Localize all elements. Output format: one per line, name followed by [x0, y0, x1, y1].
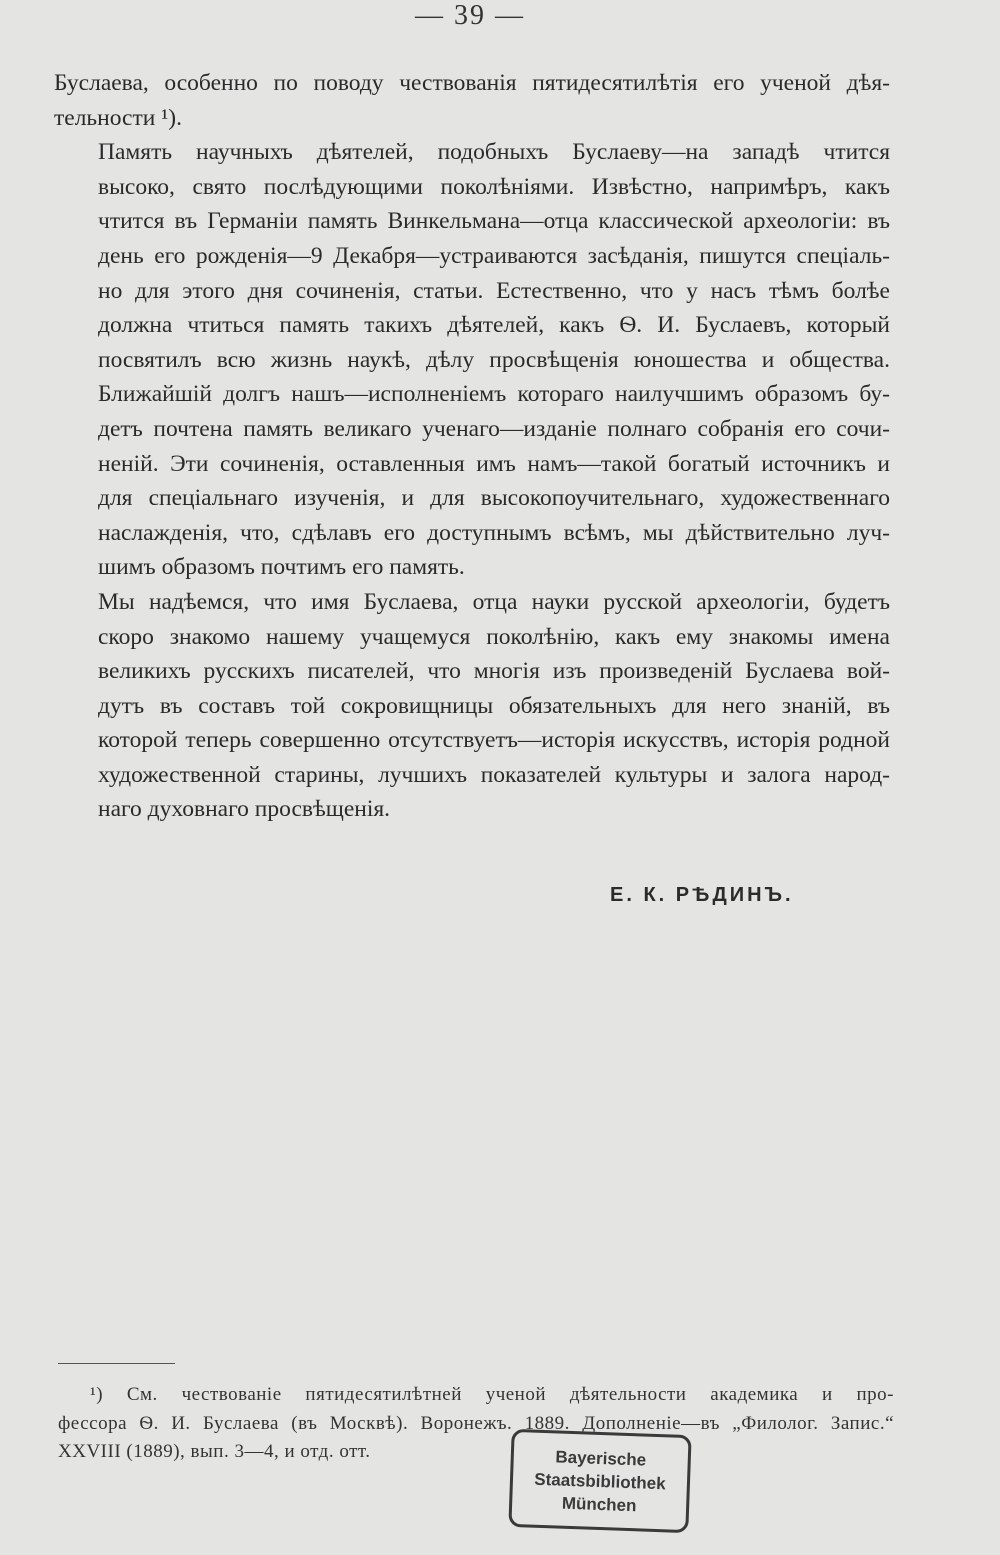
paragraph-2	[54, 135, 890, 585]
page-number: — 39 —	[415, 0, 525, 31]
text-line: великихъ русскихъ писателей, что многія изъ произведеній Буслаева вой-	[98, 658, 890, 685]
footnote	[58, 1381, 894, 1467]
library-stamp	[508, 1429, 691, 1533]
text-line: дутъ въ составъ той сокровищницы обязательныхъ для него знаній, въ	[98, 692, 890, 719]
text-line: наслажденія, что, сдѣлавъ его доступнымъ всѣмъ, мы дѣйствительно луч-	[98, 519, 890, 546]
footnote-line: XXVIII (1889), вып. 3—4, и отд. отт.	[58, 1441, 371, 1462]
text-line: Память научныхъ дѣятелей, подобныхъ Буслаеву—на западѣ чтится	[98, 139, 890, 166]
text-line: но для этого дня сочиненія, статьи. Естественно, что у насъ тѣмъ болѣе	[98, 277, 890, 304]
stamp-line: München	[561, 1493, 637, 1515]
text-line: которой теперь совершенно отсутствуетъ—исторія искусствъ, исторія родной	[98, 727, 890, 754]
footnote-divider	[58, 1363, 175, 1364]
text-line: Буслаева, особенно по поводу чествованія пятидесятилѣтія его ученой дѣя-	[54, 70, 890, 96]
body-text	[54, 66, 890, 827]
footnote-line: фессора Ѳ. И. Буслаева (въ Москвѣ). Воронежъ. 1889. Дополненіе—въ „Филолог. Запис.“	[58, 1412, 894, 1434]
text-line: скоро знакомо нашему учащемуся поколѣнію, какъ ему знакомы имена	[98, 623, 890, 650]
text-line: высоко, свято послѣдующими поколѣніями. Извѣстно, напримѣръ, какъ	[98, 173, 890, 200]
paragraph-3	[54, 585, 890, 827]
stamp-line: Staatsbibliothek	[534, 1469, 666, 1493]
footnote-line: ¹) См. чествованіе пятидесятилѣтней ученой дѣятельности академика и про-	[90, 1384, 894, 1405]
text-line: посвятилъ всю жизнь наукѣ, дѣлу просвѣщенія юношества и общества.	[98, 346, 890, 373]
text-line: наго духовнаго просвѣщенія.	[98, 796, 391, 823]
text-line: тельности ¹).	[54, 104, 182, 131]
text-line: неній. Эти сочиненія, оставленныя имъ намъ—такой богатый источникъ и	[98, 450, 890, 477]
text-line: чтится въ Германіи память Винкельмана—отца классической археологіи: въ	[98, 208, 890, 235]
stamp-line: Bayerische	[555, 1446, 647, 1470]
text-line: день его рожденія—9 Декабря—устраиваются засѣданія, пишутся спеціаль-	[98, 242, 890, 269]
paragraph-1	[54, 66, 890, 135]
text-line: должна чтиться память такихъ дѣятелей, какъ Ѳ. И. Буслаевъ, который	[98, 312, 890, 339]
text-line: художественной старины, лучшихъ показателей культуры и залога народ-	[98, 761, 890, 788]
text-line: шимъ образомъ почтимъ его память.	[98, 554, 465, 581]
text-line: детъ почтена память великаго ученаго—изданіе полнаго собранія его сочи-	[98, 415, 890, 442]
author-signature: Е. К. РѢДИНЪ.	[610, 884, 794, 906]
text-line: Мы надѣемся, что имя Буслаева, отца науки русской археологіи, будетъ	[98, 588, 890, 615]
text-line: для спеціальнаго изученія, и для высокопоучительнаго, художественнаго	[98, 485, 890, 512]
text-line: Ближайшій долгъ нашъ—исполненіемъ котораго наилучшимъ образомъ бу-	[98, 381, 890, 408]
